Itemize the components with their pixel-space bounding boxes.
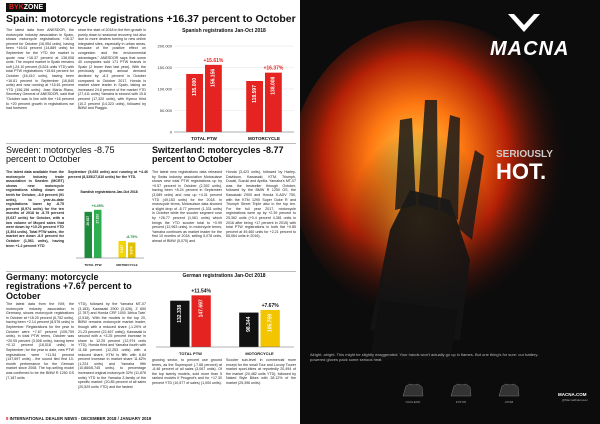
change-label: +4.45% (91, 203, 104, 208)
category-label: MOTORCYCLE (245, 351, 274, 356)
germany-text-2: YTD), followed by the Yamaha MT-07 (3,183), Kawasaki Z900 (3,426), Z 650 (2,787) and Honda CRF 1000 'Africa Twin' (2,516). With the models in the top 20, BMW remains motorcycle market leader, though with a reduced share (-1.29% of 21.23 percent (22,467 units)). Kawasaki is second with a +3.25 percent increase in share to 12.25 percent (12,974 units YTD), Honda third and Yamaha fourth with 11.58 percent (12,253 units) with a reduced share, KTM is fifth with 6,84 percent increase in market share 11.62% (1,224 units) and Yamaha fifth (10,860/6,745 units), to percentage increased original motorcycle 32% (11,876 units) YTD to the Yamaha Z-family of the specific market: (20.85 percent of all sales (20,529 units YTD) and the fastest (78, 302, 146, 389)
germany-text-3: growing sector, to percent use ground terms, as the Supersport (-7.68 percent) at -6.46 percent of all sales (3,067 units). Of the top twenty models, sold more than 5 ranked models if Peugeot's and for +17.30 percent YTD (10,577 of sales) (1,000 units). (152, 358, 222, 385)
spain-chart-title: Spanish registrations Jan-Oct 2018 (182, 28, 266, 34)
bar-value-label: 98.344 (246, 316, 253, 332)
nucleon-glove-icon (400, 382, 426, 398)
change-label: +11.54% (191, 288, 211, 295)
atom-glove-icon (496, 382, 522, 398)
category-label: MOTORCYCLE (116, 263, 138, 267)
germany-col-1 (6, 302, 74, 410)
y-tick-label: 0 (169, 129, 172, 135)
category-label: MOTORCYCLE (248, 136, 280, 141)
ad-body-copy: Alright, alright. This might be slightly exaggerated. Your hands won't actually go up in flames. But one thing's for sure: our battery-powered gloves pack some serious heat. (310, 352, 539, 363)
y-tick-label: 200.000 (157, 43, 172, 49)
germany-headline: Germany: motorcycle registrations +7.67 percent to October (6, 272, 132, 301)
sweden-chart (70, 190, 148, 270)
sweden-col-2 (68, 170, 148, 188)
macna-logo-icon (504, 12, 544, 36)
bar-value-label: 147.697 (198, 299, 205, 318)
category-label: TOTAL PTW (84, 263, 102, 267)
category-label: TOTAL PTW (179, 351, 202, 356)
switzerland-text-1: The latest new registrations data released by Swiss industry association Motosuisse shows new total PTW registrations up by +0.57 percent in October (2,392 units), having been +8.24 percent in September (3,089 units) and now up +4.31 percent YTD (49,153 units) for the 2018. In motorcycle terms, Motosuisse data showed a slight drop of -8.77 percent (1,331 units) in October while the scooter segment rose by +26.77 percent (1,061 units) which brings the YTD scooter total to +0.99 percent (12,963 units). In motorcycle terms, Yamaha continues as market leader for the first 10 months of 2018, selling 5,078 units, ahead of BMW (5,070) and (152, 170, 222, 243)
section-tag-suffix: ZONE (23, 4, 44, 11)
page-number: 8 (6, 416, 9, 421)
bar-value-label: 8.974 (129, 246, 134, 255)
ad-slogan-line-2: HOT. (496, 159, 547, 184)
sweden-headline: Sweden: motorcycles -8.75 percent to October (6, 145, 115, 165)
spain-col-1 (6, 28, 74, 144)
bar-value-label: 135.000 (191, 77, 198, 97)
bar-value-label: 26.627 (86, 215, 91, 226)
section-tag-prefix: BYK (9, 4, 24, 11)
ad-website: MACNA.COM (558, 392, 587, 397)
divider (6, 143, 296, 144)
foton-glove-icon (448, 382, 474, 398)
germany-text-4: Scooter sub-level in commercial more except for the small Tour and Luxury Tourer market sport-bikes at reportedly 20,494 of the market (20,482 units YTD), followed by Naked Style Bikes with 28.12% of the market (25,396 units). (226, 358, 296, 385)
y-tick-label: 100.000 (157, 86, 172, 92)
bar-value-label: 105.759 (267, 313, 274, 333)
spain-col-2 (78, 28, 146, 144)
sweden-chart-svg (70, 194, 148, 268)
switzerland-headline: Switzerland: motorcycles -8.77 percent to October (152, 145, 284, 165)
bar-value-label: 9.837 (120, 244, 125, 253)
category-label: TOTAL PTW (191, 136, 217, 141)
bar-value-label: 27.810 (95, 213, 100, 224)
bar-value-label: 132.338 (177, 304, 184, 323)
sweden-col-1 (6, 170, 64, 270)
change-label: -8.75% (126, 234, 138, 239)
germany-chart-title: German registrations Jan-Oct 2018 (182, 273, 266, 279)
spain-chart-svg (150, 34, 298, 142)
spain-text-2: since the start of 2018 in the firm growth in purely down to seasonal recovery, but also due to more dealers turning to new online integrated sites, especially in urban areas, because of the positive effect on congestion and the environmental advantages." ANESDOR says that some 40 companies sold 171 PTW brands in Spain (2 fewer than last year). With the previously growing annual demand declined by -8.3 percent in October compared to October 2017. Honda is market share leader in Spain, taking an increased 24.8 percent of the market YTD (27,411 units) Yamaha is second with 15.6 percent (17,320 units), with Kymco third (10.2 percent (14,323 units), followed by BMW and Piaggio. (78, 28, 146, 111)
product-label: ATOM (504, 400, 514, 404)
spain-headline: Spain: motorcycle registrations +16.37 percent to October (6, 13, 296, 25)
switzerland-col-1 (152, 170, 222, 270)
sweden-text-1: The latest data available from the motorcycle industry trade association in Sweden (MCRT) shows new motorcycle registrations sliding down one tenth for October, -8.9 percent (91 units), to year-to-date registrations lower by -8.75 percent (8,974 units) for the ten months of 2018 to -8.75 percent (9,637 units) for October, with a low volume of Moped sales that were down by +10.20 percent YTD (3,304 units). Total PTW sales, the market are down -8.5 percent for October (1,561 units), having been +1.2 percent YTD (6, 170, 64, 248)
germany-text-1: The latest data from the IVM, the motorcycle industry association in Germany, shows motorcycle registrations in October at +16.20 percent (6,752 units), having been +2.14 percent (8,576 units) in September. Registrations for the year to October were +7.67 percent (105,759 units). In total PTW terms, October was +20.05 percent (3,008 units), having been +0.12 percent (18,518 units) in September; for the year to date, new PTW registrations were +11.54 percent (147,697 units) - the sound tied first 10-month performance for the German market since 2008. The top-selling model was confirmed to be the BMW R 1250 GS (7,187 units (6, 302, 74, 380)
y-tick-label: 50.000 (159, 108, 172, 113)
change-label: +7.67% (261, 302, 279, 309)
product-label: NUCLEON (405, 400, 421, 404)
change-label: +16.37% (263, 65, 284, 72)
brand-name: MACNA (490, 38, 570, 60)
bar-value-label: 118.597 (251, 85, 258, 103)
macna-advertisement (300, 0, 600, 424)
product-label: FOTON (455, 400, 467, 404)
germany-chart-svg (150, 279, 298, 357)
germany-chart (150, 273, 298, 357)
germany-col-2 (78, 302, 146, 410)
germany-col-4 (226, 358, 296, 410)
bar-value-label: 156.156 (210, 68, 217, 87)
switzerland-col-2 (226, 170, 296, 270)
y-tick-label: 150.000 (157, 65, 172, 70)
sweden-text-2: September (5,653 units) and running at +4.46 percent (8,335/27,810 units) for the YTD. (68, 170, 148, 179)
section-tag (6, 3, 46, 12)
ad-slogan-line-1: SERIOUSLY (496, 149, 553, 160)
germany-col-3 (152, 358, 222, 410)
sweden-chart-title: Swedish registrations Jan-Oct 2018 (80, 190, 138, 194)
footer-text: INTERNATIONAL DEALER NEWS - DECEMBER 2018 / JANUARY 2019 (9, 416, 152, 421)
spain-text-1: The latest data from ANESDOR, the motorcycle industry association in Spain, shows motorcycle registrations +16.37 percent for October (16,954 units), having been +16.61 percent (14,889 units) for September for the YTD the market is quote now +16.37 percent at 138,008 units. The moped market in Spain remains soft (-24.10 percent (5,524 units YTD) with total PTW registrations +15.64 percent for October (16,410 units), having been +16.81 percent in September (16,840 units) and now running at +15.61 percent YTD (156,156 units). Jose María Riano, Secretary General of ANESDOR, said that "October was in line with the +16 percent to +20 percent growth in registrations we had foreseen (6, 28, 74, 111)
bar-value-label: 138.008 (270, 76, 277, 95)
switzerland-text-2: Honda (3,423 units), followed by Harley-Davidson, Kawasaki, KTM, Triumph, Ducati, Suzuki and Aprilia. Yamaha's MT-07 was the bestseller through October, followed by the BMW R 1250 GS, the Kawasaki Z900 and Honda X-ADV 750, with the KTM 1290 Super Duke R and Triumph Street Triple also in the top ten. For the full year 2017, motorcycle registrations were up by +2.39 percent to 25,362 units (+0.4 percent 4,381 units in 2016 after being +17 percent in 2015) with total PTW registrations in both flat +0.85 percent at 49,460 units for +2.21 percent to 65,064 units in 2016). (226, 170, 296, 239)
ad-social-handle: @MacnaRiderwear (562, 398, 588, 402)
change-label: +15.61% (203, 57, 224, 64)
spain-chart (150, 28, 298, 144)
page-footer (6, 416, 151, 421)
